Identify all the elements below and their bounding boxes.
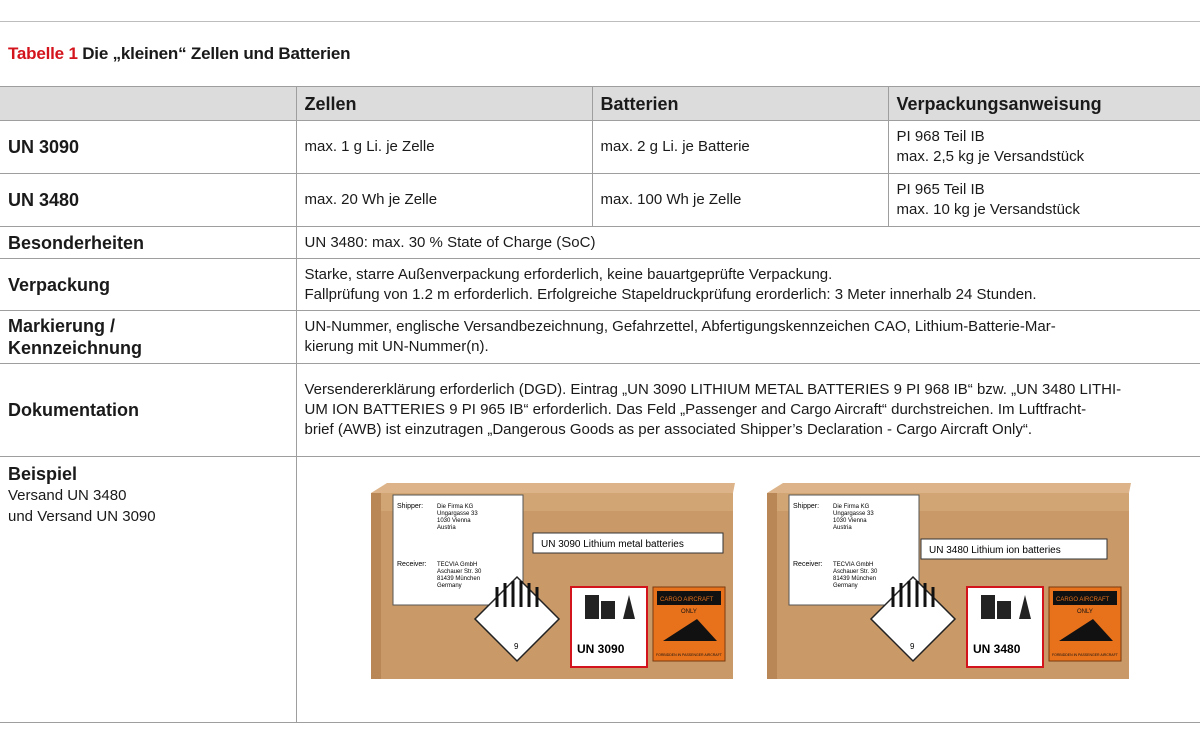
header-batterien: Batterien [592, 87, 888, 121]
pi-line: max. 2,5 kg je Versandstück [896, 148, 1085, 165]
shipper-line: Austria [832, 525, 852, 531]
verpackung-line: Fallprüfung von 1.2 m erforderlich. Erfolgreiche Stapeldruckprüfung erorderlich: 3 Meter innerhalb 24 Stunden. [304, 285, 1037, 303]
row-label-besonderheiten: Besonderheiten [0, 227, 296, 259]
cao-foot: FORBIDDEN IN PASSENGER AIRCRAFT [655, 653, 722, 657]
battery-icon [981, 595, 995, 619]
header-zellen: Zellen [296, 87, 592, 121]
pi-line: PI 968 Teil IB [896, 128, 985, 145]
shipper-label: Shipper: [396, 503, 423, 510]
carton-edge [767, 493, 777, 679]
cell-un3090-zellen: max. 1 g Li. je Zelle [296, 121, 592, 174]
top-rule [0, 21, 1200, 22]
receiver-line: TECVIA GmbH [436, 562, 477, 568]
caption-title: Die „kleinen“ Zellen und Batterien [82, 44, 351, 63]
receiver-label: Receiver: [792, 561, 823, 568]
caption-label: Tabelle 1 [8, 44, 78, 63]
cell-beispiel-images [296, 457, 1200, 723]
table-row [0, 364, 1200, 457]
pi-line: PI 965 Teil IB [896, 181, 985, 198]
carton-edge [371, 493, 381, 679]
receiver-line: Aschauer Str. 30 [436, 569, 481, 575]
un-number-mark: UN 3480 [972, 642, 1020, 656]
shipper-line: Ungargasse 33 [436, 511, 478, 517]
battery-icon [997, 601, 1011, 619]
beispiel-title: Beispiel [8, 464, 78, 484]
header-empty [0, 87, 296, 121]
row-label-un3090: UN 3090 [0, 121, 296, 174]
table-row [0, 311, 1200, 364]
cao-sub: ONLY [1076, 609, 1093, 615]
cell-besonderheiten: UN 3480: max. 30 % State of Charge (SoC) [296, 227, 1200, 259]
shipper-label: Shipper: [792, 503, 819, 510]
markierung-label-line: Kennzeichnung [8, 338, 142, 358]
receiver-line: TECVIA GmbH [832, 562, 873, 568]
cell-un3480-batterien: max. 100 Wh je Zelle [592, 174, 888, 227]
cell-un3090-batterien: max. 2 g Li. je Batterie [592, 121, 888, 174]
header-row [0, 87, 1200, 121]
verpackung-line: Starke, starre Außenverpackung erforderlich, keine bauartgeprüfte Verpackung. [304, 265, 833, 283]
cell-markierung [296, 311, 1200, 364]
beispiel-sub: und Versand UN 3090 [8, 508, 156, 525]
dokumentation-line: brief (AWB) ist einzutragen „Dangerous Goods as per associated Shipper’s Declaration - Cargo Aircraft Only“. [304, 421, 1033, 438]
dokumentation-line: UM ION BATTERIES 9 PI 965 IB“ erforderlich. Das Feld „Passenger and Cargo Aircraft“ durchstreichen. Im Luftfracht- [304, 401, 1087, 418]
markierung-line: kierung mit UN-Nummer(n). [304, 338, 489, 355]
carton-top [371, 483, 735, 493]
row-label-beispiel [0, 457, 296, 723]
carton-top [767, 483, 1131, 493]
table-row [0, 121, 1200, 174]
cell-un3480-pi [888, 174, 1200, 227]
receiver-line: 81439 München [436, 576, 480, 582]
shipper-line: Austria [436, 525, 456, 531]
pi-line: max. 10 kg je Versandstück [896, 201, 1080, 218]
cell-un3090-pi [888, 121, 1200, 174]
row-label-dokumentation: Dokumentation [0, 364, 296, 457]
cao-title: CARGO AIRCRAFT [659, 597, 713, 603]
battery-icon [601, 601, 615, 619]
battery-icon [585, 595, 599, 619]
receiver-label: Receiver: [396, 561, 427, 568]
row-label-un3480: UN 3480 [0, 174, 296, 227]
table-row [0, 259, 1200, 311]
battery-table [0, 86, 1200, 723]
shipper-line: Ungargasse 33 [832, 511, 874, 517]
table-caption [8, 44, 350, 64]
table-row [0, 227, 1200, 259]
row-label-markierung [0, 311, 296, 364]
receiver-line: Aschauer Str. 30 [832, 569, 877, 575]
package-illustration-2 [763, 481, 1143, 681]
class-number: 9 [909, 642, 914, 651]
shipper-line: 1030 Vienna [436, 518, 471, 524]
row-label-verpackung: Verpackung [0, 259, 296, 311]
shipping-name-text: UN 3480 Lithium ion batteries [928, 545, 1061, 556]
shipping-name-text: UN 3090 Lithium metal batteries [540, 539, 684, 550]
cao-foot: FORBIDDEN IN PASSENGER AIRCRAFT [1051, 653, 1118, 657]
shipper-line: Die Firma KG [832, 504, 869, 510]
un-number-mark: UN 3090 [576, 642, 624, 656]
package-illustration-1 [367, 481, 747, 681]
shipper-line: 1030 Vienna [832, 518, 867, 524]
cao-title: CARGO AIRCRAFT [1055, 597, 1109, 603]
cell-un3480-zellen: max. 20 Wh je Zelle [296, 174, 592, 227]
markierung-line: UN-Nummer, englische Versandbezeichnung, Gefahrzettel, Abfertigungskennzeichen CAO, Lithium-Batterie-Mar- [304, 318, 1056, 335]
shipper-line: Die Firma KG [436, 504, 473, 510]
receiver-line: Germany [436, 583, 462, 589]
table-row [0, 457, 1200, 723]
markierung-label-line: Markierung / [8, 316, 116, 336]
cell-verpackung [296, 259, 1200, 311]
receiver-line: Germany [832, 583, 858, 589]
beispiel-sub: Versand UN 3480 [8, 487, 127, 504]
table-row [0, 174, 1200, 227]
class-number: 9 [513, 642, 518, 651]
receiver-line: 81439 München [832, 576, 876, 582]
cao-sub: ONLY [680, 609, 697, 615]
dokumentation-line: Versendererklärung erforderlich (DGD). Eintrag „UN 3090 LITHIUM METAL BATTERIES 9 PI 968 IB“ bzw. „UN 3480 LITHI- [304, 381, 1122, 398]
header-verpackungsanweisung: Verpackungsanweisung [888, 87, 1200, 121]
cell-dokumentation [296, 364, 1200, 457]
